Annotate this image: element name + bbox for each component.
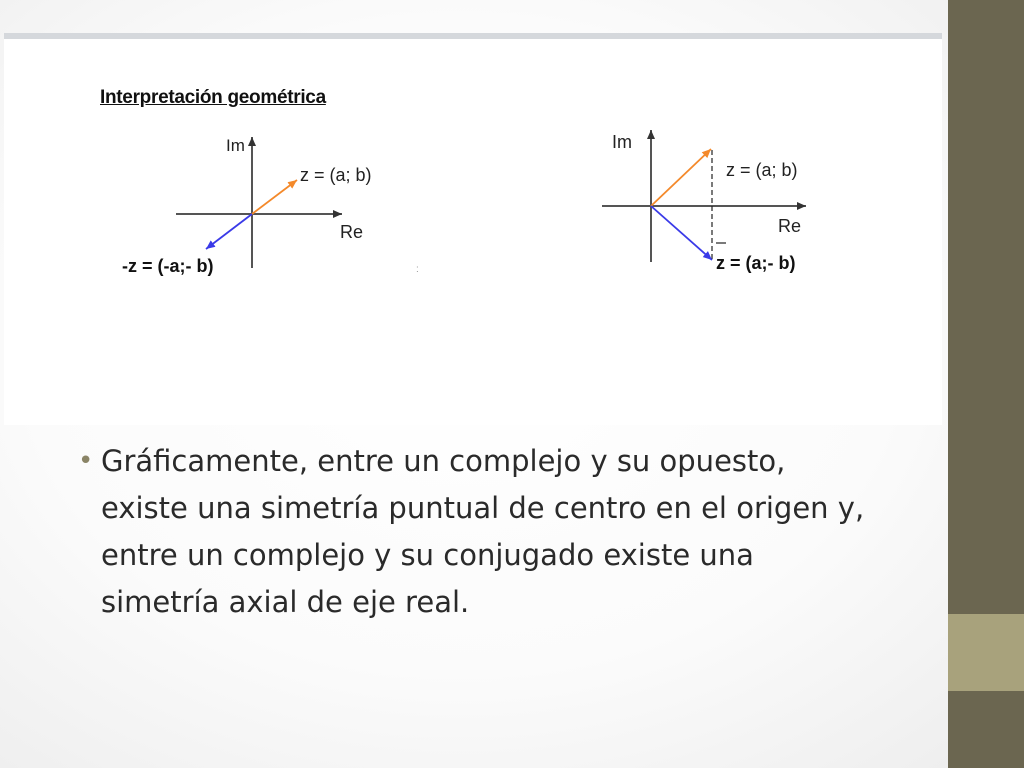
bullet-list [78, 438, 878, 626]
conjugate-label: z = (a;- b) [716, 253, 796, 273]
z-label: z = (a; b) [300, 165, 372, 185]
negative-z-vector [206, 214, 252, 249]
negative-z-label: -z = (-a;- b) [122, 256, 214, 276]
bullet-icon: • [78, 446, 94, 476]
z-vector [651, 149, 711, 206]
bullet-item [78, 438, 878, 626]
figure-title: Interpretación geométrica [100, 87, 326, 108]
side-decoration-accent [948, 614, 1024, 691]
conjugate-diagram [590, 120, 830, 280]
z-vector [252, 180, 297, 214]
z-label: z = (a; b) [726, 160, 798, 180]
stray-mark: : [416, 264, 419, 275]
opposite-diagram [100, 125, 420, 285]
conjugate-vector [651, 206, 712, 260]
im-axis-label: Im [226, 136, 245, 155]
re-axis-label: Re [778, 216, 802, 236]
re-axis-label: Re [340, 222, 364, 242]
im-axis-label: Im [612, 132, 632, 152]
bullet-text: Gráficamente, entre un complejo y su opuesto, existe una simetría puntual de centro en el origen y, entre un complejo y su conjugado existe una simetría axial de eje real. [101, 444, 865, 619]
